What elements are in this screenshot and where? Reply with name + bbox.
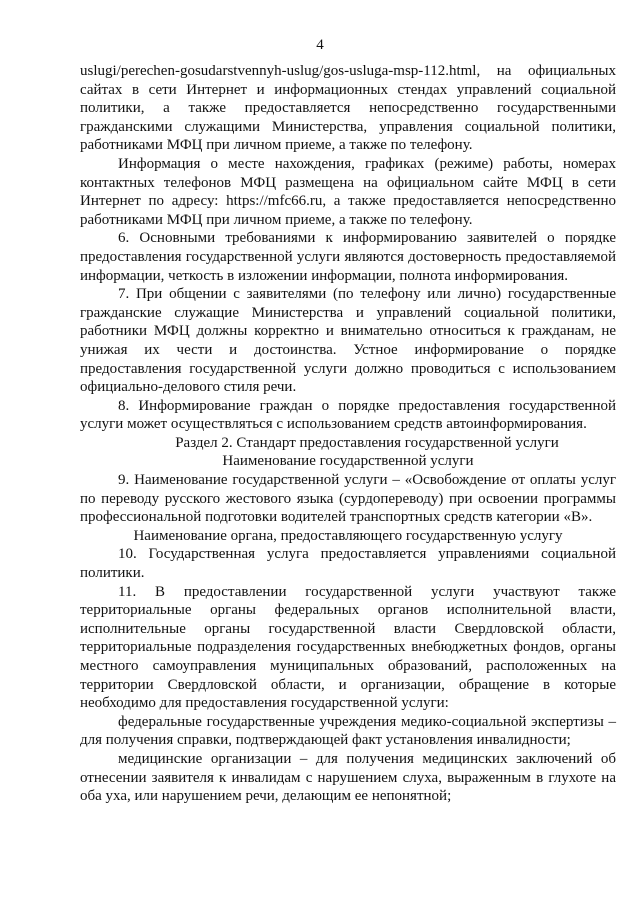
page-number: 4 (316, 37, 324, 53)
subheading-organ: Наименование органа, предоставляющего государственную услугу (133, 527, 563, 544)
paragraph-item-10: 10. Государственная услуга предоставляется управлениями социальной политики. (80, 546, 616, 582)
paragraph-item-8: 8. Информирование граждан о порядке предоставления государственной услуги может осуществляться с использованием средств автоинформирования. (80, 397, 616, 433)
section-heading: Раздел 2. Стандарт предоставления государственной услуги (175, 434, 559, 451)
paragraph-item-7: 7. При общении с заявителями (по телефону или лично) государственные гражданские служащие Министерства и управлений социальной политики, работники МФЦ должны корректно и внимательно относиться к гражданам, не унижая их чести и достоинства. Устное информирование о порядке предоставления государственной услуги должно проводиться с использованием официально-делового стиля речи. (80, 286, 616, 396)
paragraph-info-sources: uslugi/perechen-gosudarstvennyh-uslug/gos-usluga-msp-112.html, на официальных сайтах в сети Интернет и информационных стендах управлений социальной политики, а также предоставляется непосредственно государственными гражданскими служащими Министерства, управления социальной политики, работниками МФЦ при личном приеме, а также по телефону. (80, 63, 616, 154)
document-body (80, 62, 616, 806)
paragraph-item-11: 11. В предоставлении государственной услуги участвуют также территориальные органы федеральных органов исполнительной власти, исполнительные органы государственной власти Свердловской области, территориальные подразделения государственных внебюджетных фондов, органы местного самоуправления муниципальных образований, расположенных на территории Свердловской области, и организации, обращение в которые необходимо для предоставления государственной услуги: (80, 583, 616, 712)
paragraph-mse: федеральные государственные учреждения медико-социальной экспертизы – для получения справки, подтверждающей факт установления инвалидности; (80, 713, 616, 749)
paragraph-medical: медицинские организации – для получения медицинских заключений об отнесении заявителя к инвалидам с нарушением слуха, выраженным в глухоте на оба уха, или нарушением речи, делающим ее непонятной; (80, 750, 616, 805)
subheading-service-name: Наименование государственной услуги (222, 453, 474, 470)
paragraph-item-9: 9. Наименование государственной услуги – «Освобождение от оплаты услуг по переводу русского жестового языка (сурдопереводу) при освоении программы профессиональной подготовки водителей транспортных средств категории «В». (80, 472, 616, 526)
paragraph-item-6: 6. Основными требованиями к информированию заявителей о порядке предоставления государственной услуги являются достоверность предоставляемой информации, четкость в изложении информации, полнота информирования. (80, 230, 616, 284)
paragraph-mfc-info: Информация о месте нахождения, графиках (режиме) работы, номерах контактных телефонов МФЦ размещена на официальном сайте МФЦ в сети Интернет по адресу: https://mfc66.ru, а также предоставляется непосредственно работниками МФЦ при личном приеме, а также по телефону. (80, 155, 616, 228)
